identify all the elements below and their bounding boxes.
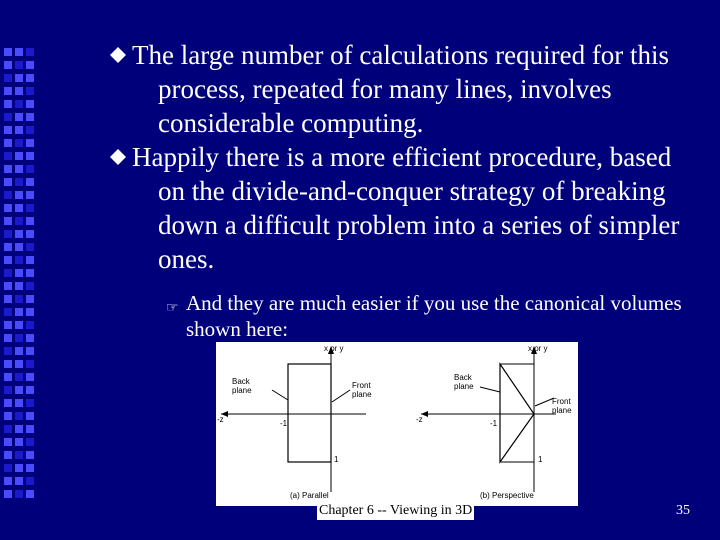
footer-chapter: Chapter 6 -- Viewing in 3D [319, 503, 473, 518]
parallel-back-label: plane [232, 386, 252, 395]
perspective-z-label: -z [416, 415, 423, 424]
perspective-back-label: plane [454, 382, 474, 391]
page-number: 35 [676, 503, 690, 518]
bullet-text: Happily there is a more efficient procedure, based on the divide-and-conquer strategy of breaking down a difficult problem into a series of simpler ones. [132, 142, 680, 274]
sub-bullet-text: And they are much easier if you use the canonical volumes shown here: [186, 291, 682, 341]
parallel-z-label: -z [217, 415, 224, 424]
bullet-list [132, 38, 692, 276]
parallel-axis-label: x or y [324, 344, 344, 353]
pointing-hand-icon: ☞ [166, 301, 179, 316]
perspective-volume-diagram [416, 344, 572, 500]
perspective-back-label: Back [454, 373, 472, 382]
decorative-strip [0, 0, 84, 540]
parallel-front-label: plane [352, 390, 372, 399]
perspective-front-label: plane [552, 406, 572, 415]
perspective-caption: (b) Perspective [480, 491, 534, 500]
perspective-front-label: Front [552, 397, 571, 406]
parallel-volume-diagram [217, 344, 372, 500]
parallel-caption: (a) Parallel [290, 491, 329, 500]
bullet-item [132, 140, 692, 276]
parallel-neg1-label: -1 [280, 419, 288, 428]
parallel-one-label: 1 [334, 455, 339, 464]
canonical-volumes-figure [216, 342, 578, 506]
figure-svg [216, 342, 578, 506]
perspective-axis-label: x or y [528, 344, 548, 353]
diamond-bullet-icon [110, 47, 126, 63]
perspective-one-label: 1 [538, 455, 543, 464]
perspective-neg1-label: -1 [490, 419, 498, 428]
decorative-squares [4, 48, 34, 503]
sub-bullet-item [166, 290, 686, 342]
parallel-front-label: Front [352, 381, 371, 390]
diamond-bullet-icon [110, 149, 126, 165]
bullet-item [132, 38, 692, 140]
parallel-back-label: Back [232, 377, 250, 386]
bullet-text: The large number of calculations required for this process, repeated for many lines, involves considerable computing. [132, 40, 670, 138]
